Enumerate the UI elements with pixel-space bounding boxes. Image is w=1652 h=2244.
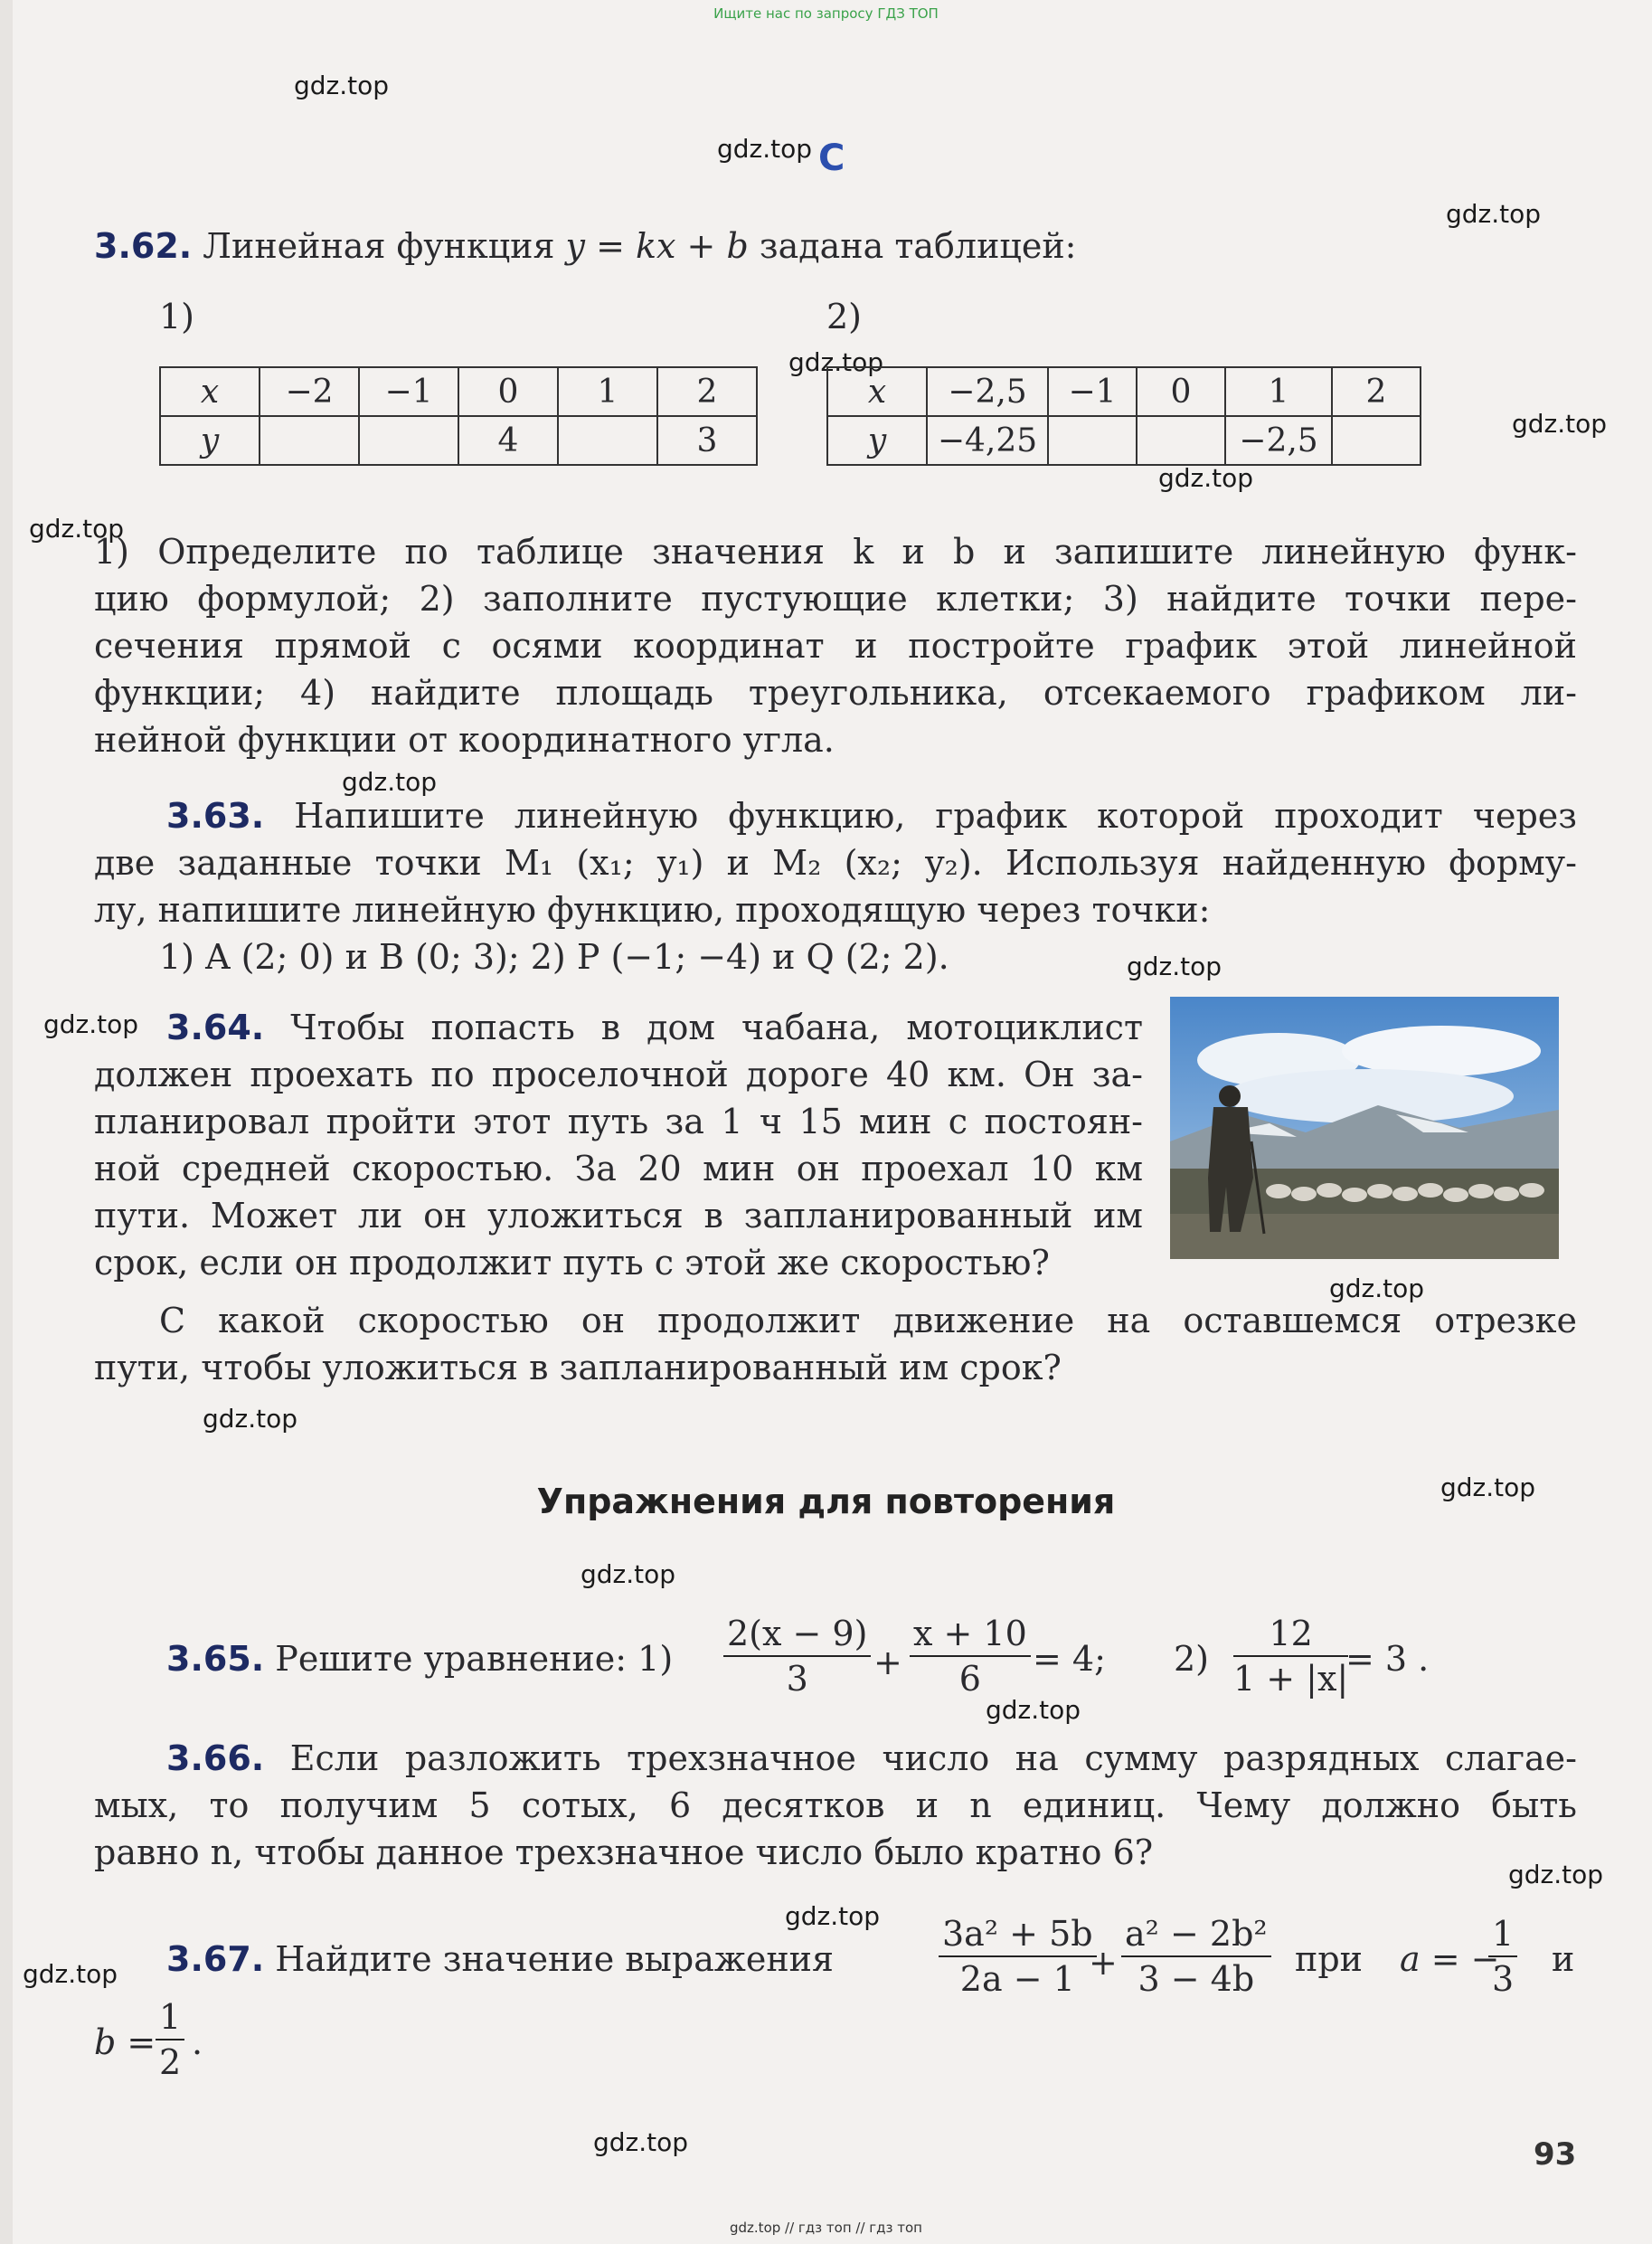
problem-3-62-title: 3.62. Линейная функция y = kx + b задана таблицей: [94, 226, 1077, 266]
fraction: $\frac{x + 10}{6}$ [910, 1612, 1031, 1700]
problem-number: 3.62. [94, 226, 193, 266]
problem-3-65-line: 3.65. Решите уравнение: 1) [166, 1639, 674, 1679]
problem-3-63-line: 3.63. Напишите линейную функцию, график которой проходит через [166, 796, 1577, 836]
b-equals: b = [94, 2022, 156, 2062]
watermark: gdz.top [342, 767, 438, 797]
problem-text-line: нейной функции от координатного угла. [94, 720, 835, 760]
problem-3-64-line: 3.64. Чтобы попасть в дом чабана, мотоциклист [166, 1008, 1143, 1047]
problem-text-line: мых, то получим 5 сотых, 6 десятков и n единиц. Чему должно быть [94, 1785, 1577, 1825]
formula: y = kx + b [565, 226, 749, 266]
watermark: gdz.top [29, 514, 125, 544]
section-heading: Упражнения для повторения [536, 1482, 1116, 1521]
page-edge [0, 0, 13, 2244]
watermark: gdz.top [1158, 463, 1254, 493]
problem-3-66-line: 3.66. Если разложить трехзначное число на сумму разрядных слагае- [166, 1738, 1577, 1778]
watermark: gdz.top [593, 2127, 689, 2157]
problem-text-line: пути. Может ли он уложиться в запланированный им [94, 1196, 1143, 1236]
problem-text-line: функции; 4) найдите площадь треугольника, отсекаемого графиком ли- [94, 673, 1577, 713]
table-row-x: x −2,5 −1 0 1 2 [827, 367, 1421, 416]
watermark: gdz.top [1440, 1472, 1536, 1502]
problem-text-line: цию формулой; 2) заполните пустующие клетки; 3) найдите точки пере- [94, 579, 1577, 619]
problem-text-line: лу, напишите линейную функцию, проходящую через точки: [94, 890, 1211, 930]
table-row-y: y −4,25 −2,5 [827, 416, 1421, 465]
watermark: gdz.top [986, 1695, 1081, 1725]
problem-number: 3.67. [166, 1939, 265, 1979]
table-2 [826, 366, 1421, 466]
watermark: gdz.top [581, 1559, 676, 1589]
fraction: $\frac{1}{2}$ [156, 1995, 184, 2084]
table-row-y: y 4 3 [160, 416, 757, 465]
fraction: $\frac{2(x - 9)}{3}$ [723, 1612, 871, 1700]
watermark: gdz.top [1446, 199, 1542, 229]
problem-3-67-line: 3.67. Найдите значение выражения [166, 1939, 834, 1979]
fraction: $\frac{12}{1 + |x|}$ [1233, 1614, 1349, 1699]
watermark: gdz.top [1329, 1273, 1425, 1303]
problem-text-line: планировал пройти этот путь за 1 ч 15 мин с постоян- [94, 1102, 1143, 1141]
problem-text-line: сечения прямой с осями координат и постройте график этой линейной [94, 626, 1577, 666]
fraction: $\frac{\text{a² − 2b²}}{3 - 4b}$ [1121, 1912, 1271, 2001]
shepherd-photo [1170, 997, 1559, 1259]
problem-text-line: пути, чтобы уложиться в запланированный им срок? [94, 1348, 1062, 1387]
section-letter: C [818, 137, 845, 179]
word-and: и [1552, 1939, 1575, 1979]
watermark: gdz.top [203, 1404, 298, 1434]
watermark: gdz.top [788, 347, 884, 377]
equation-part: = 4; [1033, 1639, 1106, 1679]
plus-sign: + [1089, 1943, 1118, 1983]
equation-label: 2) [1174, 1639, 1210, 1679]
watermark: gdz.top [294, 71, 390, 100]
watermark: gdz.top [785, 1901, 881, 1931]
table-1 [159, 366, 758, 466]
problem-number: 3.65. [166, 1639, 265, 1679]
watermark: gdz.top [23, 1959, 118, 1989]
problem-text-line: С какой скоростью он продолжит движение на оставшемся отрезке [159, 1301, 1577, 1340]
word-at: при [1295, 1939, 1363, 1979]
problem-text-line: должен проехать по проселочной дороге 40 км. Он за- [94, 1055, 1143, 1094]
problem-text-line: ной средней скоростью. За 20 мин он проехал 10 км [94, 1149, 1143, 1188]
problem-text-line: 1) A (2; 0) и B (0; 3); 2) P (−1; −4) и Q (2; 2). [159, 937, 949, 977]
plus-sign: + [873, 1643, 902, 1682]
problem-text-line: равно n, чтобы данное трехзначное число было кратно 6? [94, 1832, 1154, 1872]
equation-part: = 3 . [1345, 1639, 1430, 1679]
watermark: gdz.top [43, 1009, 139, 1039]
fraction: $\frac{\text{3a² + 5b}}{2a - 1}$ [939, 1912, 1097, 2001]
watermark: gdz.top [1512, 409, 1608, 439]
bottom-watermark-note: gdz.top // гдз топ // гдз топ [730, 2220, 922, 2236]
table-row-x: x −2 −1 0 1 2 [160, 367, 757, 416]
watermark: gdz.top [1127, 952, 1222, 981]
problem-number: 3.63. [166, 796, 265, 836]
top-watermark-note: Ищите нас по запросу ГДЗ ТОП [713, 5, 939, 22]
watermark: gdz.top [717, 134, 813, 164]
table1-label: 1) [159, 297, 195, 336]
a-equals: a = − [1400, 1939, 1500, 1979]
table2-label: 2) [826, 297, 863, 336]
problem-text-line: две заданные точки M₁ (x₁; y₁) и M₂ (x₂; y₂). Используя найденную форму- [94, 843, 1577, 883]
watermark: gdz.top [1508, 1860, 1604, 1889]
page-number: 93 [1534, 2136, 1577, 2173]
problem-text-line: срок, если он продолжит путь с этой же скоростью? [94, 1243, 1050, 1283]
problem-text-line: 1) Определите по таблице значения k и b и запишите линейную функ- [94, 532, 1577, 572]
problem-number: 3.66. [166, 1738, 265, 1778]
period: . [192, 2022, 203, 2062]
fraction: $\frac{1}{3}$ [1488, 1912, 1517, 2001]
problem-number: 3.64. [166, 1008, 265, 1047]
